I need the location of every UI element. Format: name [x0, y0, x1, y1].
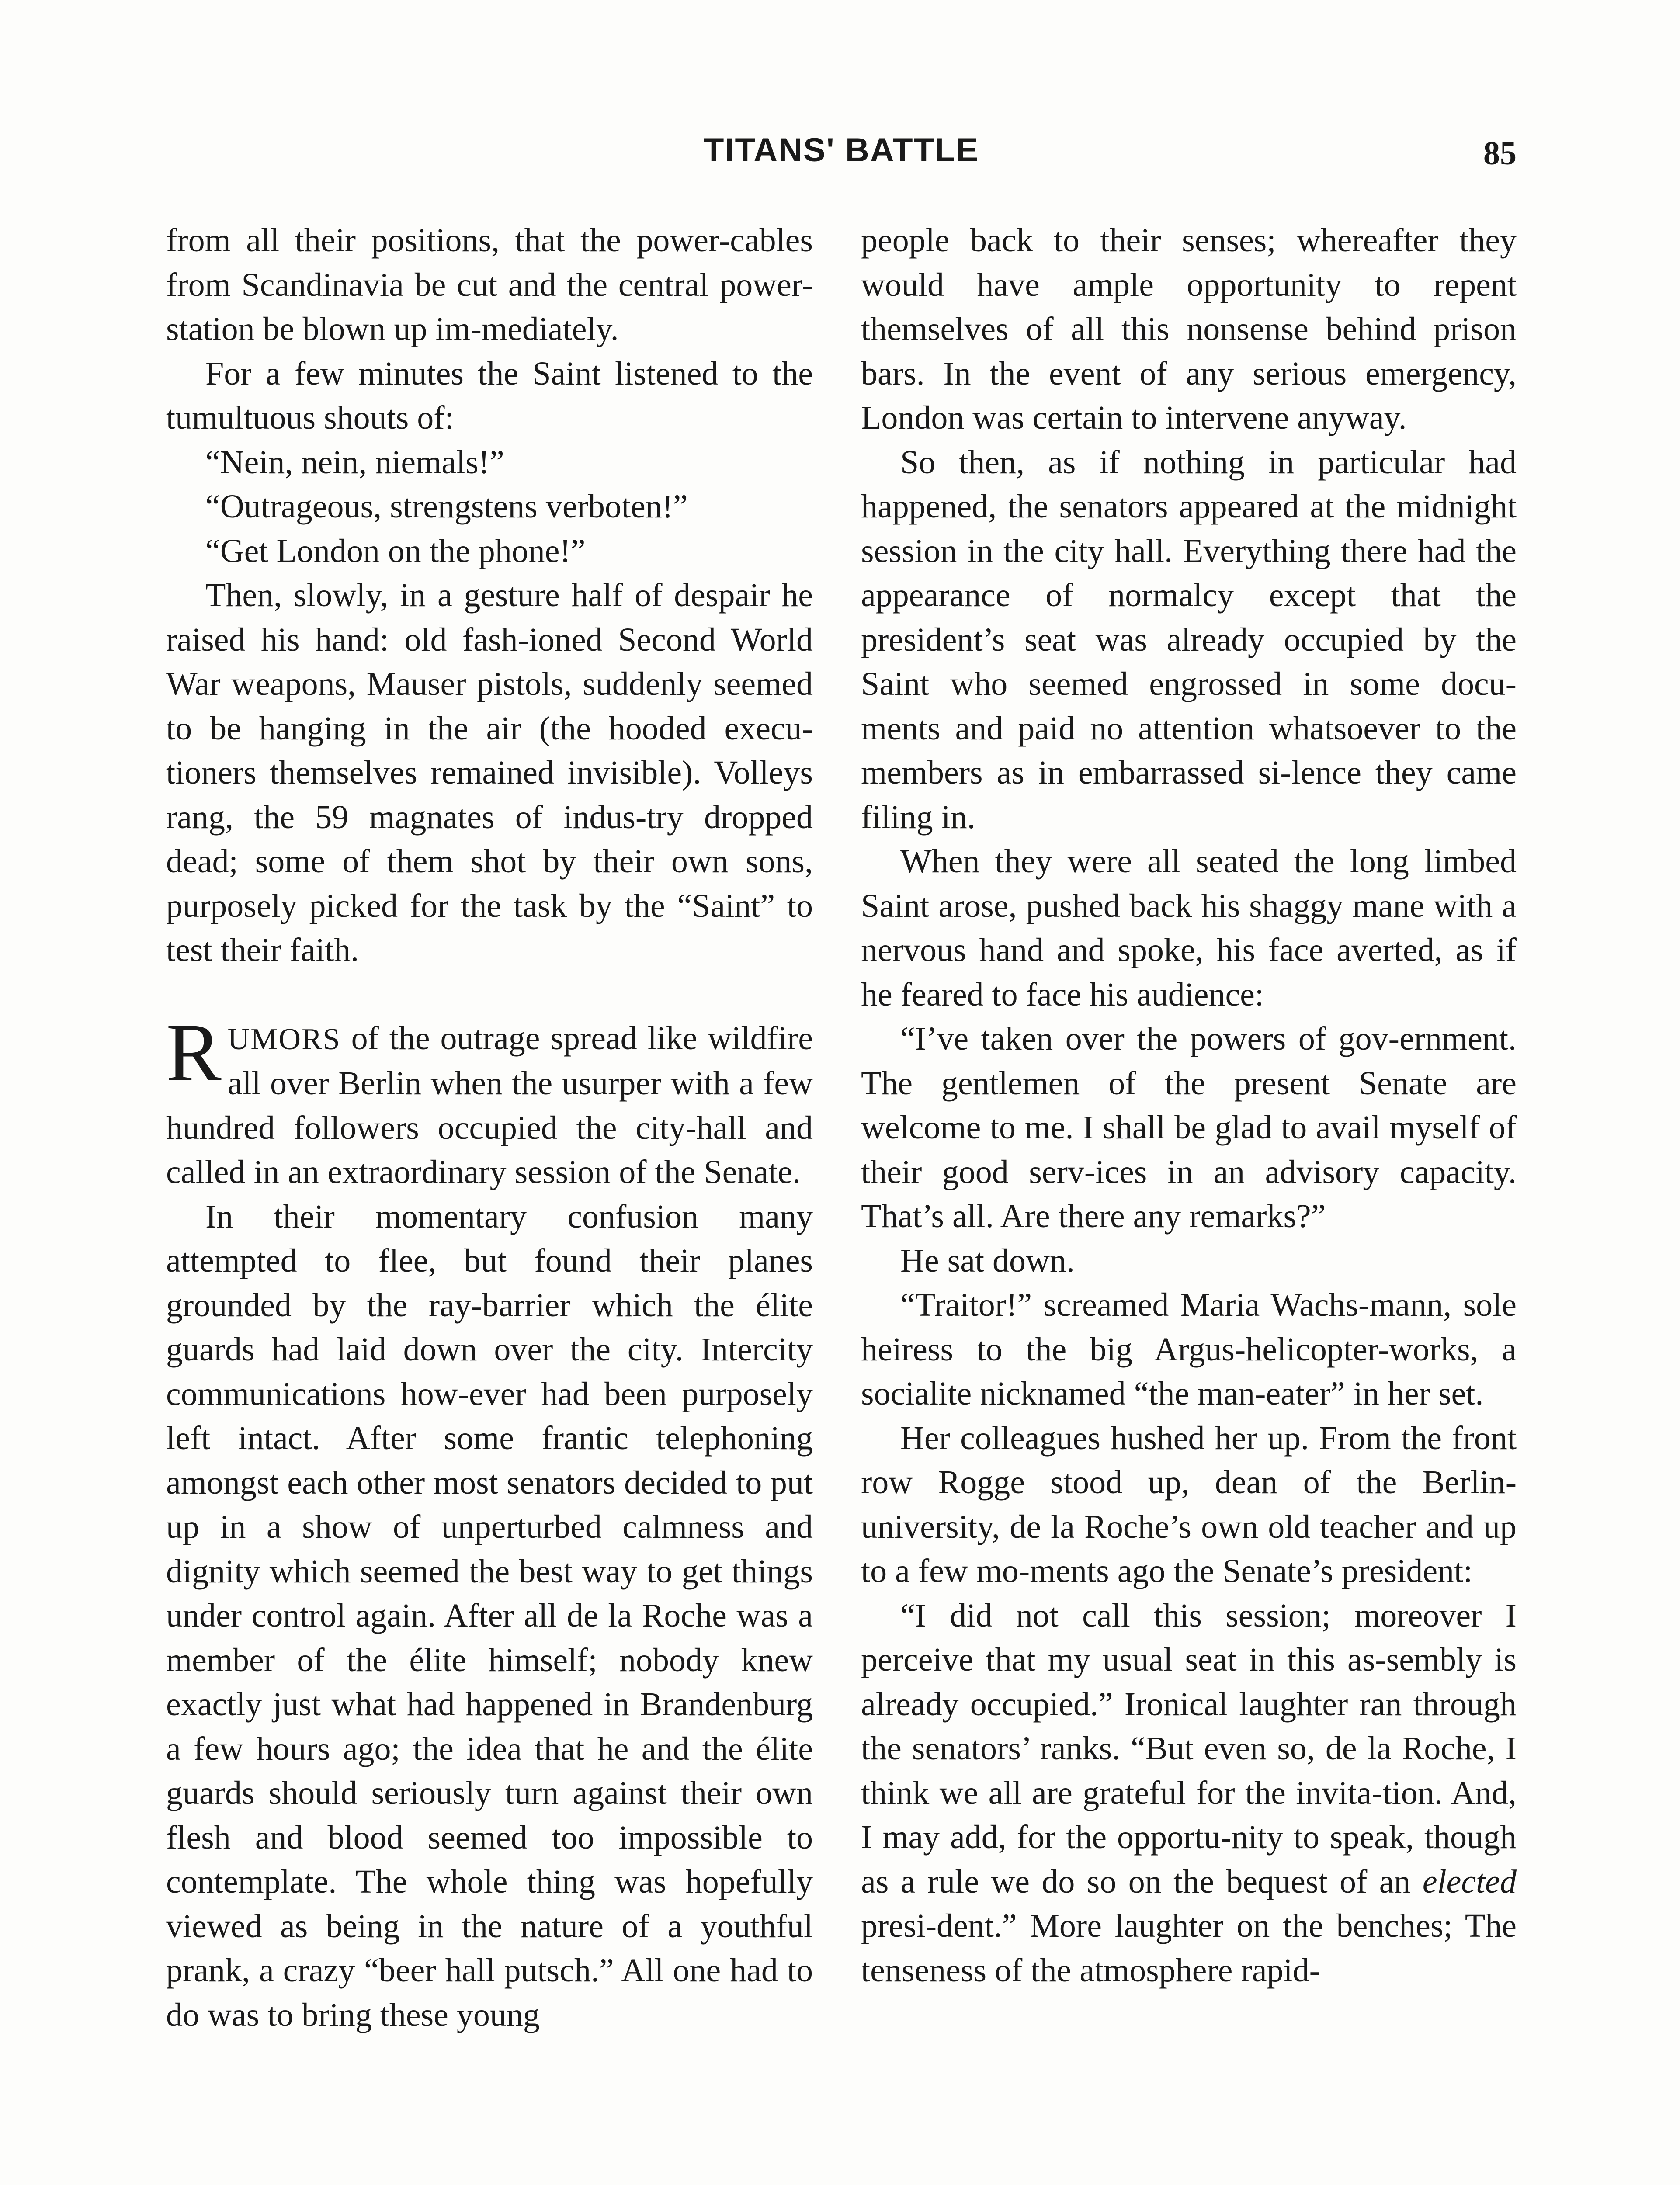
paragraph-text: presi-dent.” More laughter on the benches; The tenseness of the atmosphere rapid- [861, 1908, 1517, 1989]
running-title: TITANS' BATTLE [703, 132, 979, 169]
paragraph: Then, slowly, in a gesture half of despair he raised his hand: old fash-ioned Second World War weapons, Mauser pistols, suddenly seemed to be hanging in the air (the hooded execu-tioners themselves remained invisible). Volleys rang, the 59 magnates of indus-try dropped dead; some of them shot by their own sons, purposely picked for the task by the “Saint” to test their faith. [166, 577, 813, 968]
paragraph: In their momentary confusion many attempted to flee, but found their planes grounded by the ray-barrier which the élite guards had laid down over the city. Intercity communications how-ever had been purposely left intact. After some frantic telephoning amongst each other most senators decided to put up in a show of unperturbed calmness and dignity which seemed the best way to get things under control again. After all de la Roche was a member of the élite himself; nobody knew exactly just what had happened in Brandenburg a few hours ago; the idea that he and the élite guards should seriously turn against their own flesh and blood seemed too impossible to contemplate. The whole thing was hopefully viewed as being in the nature of a youthful prank, a crazy “beer hall putsch.” All one had to do was to bring these young [166, 1198, 813, 2033]
paragraph [861, 1594, 1517, 1993]
paragraph: “I’ve taken over the powers of gov-ernment. The gentlemen of the present Senate are welcome to me. I shall be glad to avail myself of their good serv-ices in an advisory capacity. That’s all. Are there any remarks?” [861, 1020, 1517, 1235]
paragraph: When they were all seated the long limbed Saint arose, pushed back his shaggy mane with a nervous hand and spoke, his face averted, as if he feared to face his audience: [861, 843, 1517, 1013]
emphasis-text: elected [1422, 1863, 1517, 1900]
paragraph: Her colleagues hushed her up. From the front row Rogge stood up, dean of the Berlin-university, de la Roche’s own old teacher and up to a few mo-ments ago the Senate’s president: [861, 1419, 1517, 1589]
paragraph: “Traitor!” screamed Maria Wachs-mann, sole heiress to the big Argus-helicopter-works, a socialite nicknamed “the man-eater” in her set. [861, 1287, 1517, 1412]
paragraph: He sat down. [900, 1242, 1075, 1279]
section-opening-paragraph [166, 1006, 813, 1195]
paragraph: people back to their senses; whereafter they would have ample opportunity to repent themselves of all this nonsense behind prison bars. In the event of any serious emergency, London was certain to intervene anyway. [861, 222, 1517, 436]
drop-cap: R [166, 1006, 222, 1099]
paragraph: “Nein, nein, niemals!” [205, 444, 504, 481]
paragraph: “Get London on the phone!” [205, 532, 586, 569]
small-caps-lead: UMORS [227, 1022, 341, 1056]
paragraph: “Outrageous, strengstens verboten!” [205, 488, 688, 525]
paragraph-text: “I did not call this session; moreover I perceive that my usual seat in this as-sembly is already occupied.” Ironical laughter ran through the senators’ ranks. “But even so, de la Roche, I think we all are grateful for the invita-tion. And, I may add, for the opportu-nity to speak, though as a rule we do so on the bequest of an [861, 1597, 1517, 1900]
paragraph: from all their positions, that the power-cables from Scandinavia be cut and the central power-station be blown up im-mediately. [166, 222, 813, 347]
left-column [166, 218, 813, 2037]
paragraph: For a few minutes the Saint listened to the tumultuous shouts of: [166, 355, 813, 436]
paragraph: So then, as if nothing in particular had happened, the senators appeared at the midnight session in the city hall. Everything there had the appearance of normalcy except that the president’s seat was already occupied by the Saint who seemed engrossed in some docu-ments and paid no attention whatsoever to the members as in embarrassed si-lence they came filing in. [861, 444, 1517, 836]
page-number: 85 [1483, 135, 1517, 172]
paragraph-text: of the outrage spread like wildfire all over Berlin when the usurper with a few hundred followers occupied the city-hall and called in an extraordinary session of the Senate. [166, 1020, 813, 1190]
page-header [166, 131, 1517, 184]
right-column [861, 218, 1517, 1993]
